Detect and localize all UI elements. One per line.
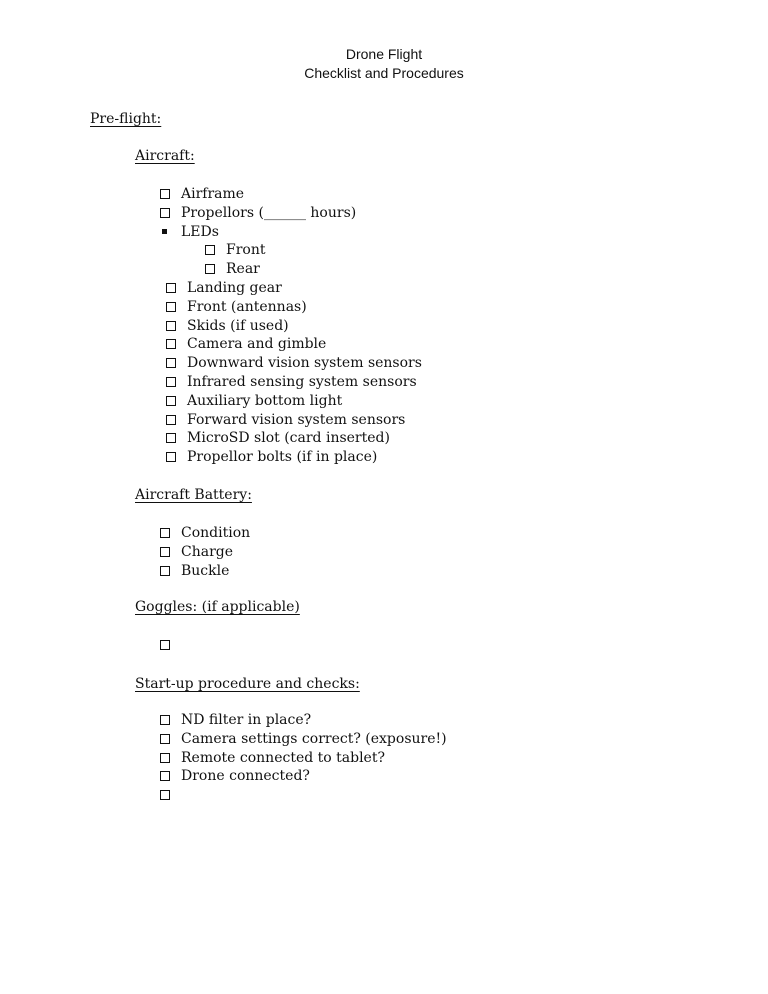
- item-marker: [160, 223, 167, 242]
- checklist-item-label: Camera settings correct? (exposure!): [181, 730, 447, 747]
- checklist-item: [160, 223, 560, 242]
- checkbox[interactable]: [160, 566, 170, 576]
- checklist-item: [160, 524, 560, 543]
- checklist-item: [160, 730, 560, 749]
- checkbox[interactable]: [166, 283, 176, 293]
- checklist-item-label: Camera and gimble: [187, 336, 327, 353]
- checklist-item: [160, 786, 560, 805]
- aircraft-heading: Aircraft:: [135, 148, 195, 164]
- item-marker[interactable]: [160, 749, 170, 768]
- item-marker[interactable]: [160, 204, 170, 223]
- startup-heading: Start-up procedure and checks:: [135, 676, 360, 692]
- checklist-item: [160, 241, 560, 260]
- goggles-checklist: [160, 636, 560, 655]
- checklist-item: [160, 279, 560, 298]
- checkbox[interactable]: [166, 302, 176, 312]
- item-marker[interactable]: [160, 636, 170, 655]
- checkbox[interactable]: [166, 377, 176, 387]
- checkbox[interactable]: [160, 715, 170, 725]
- checkbox[interactable]: [160, 753, 170, 763]
- checklist-item: [160, 298, 560, 317]
- item-marker[interactable]: [166, 429, 176, 448]
- checklist-item: [160, 317, 560, 336]
- checkbox[interactable]: [205, 245, 215, 255]
- item-marker[interactable]: [166, 411, 176, 430]
- checkbox[interactable]: [160, 734, 170, 744]
- checkbox[interactable]: [160, 208, 170, 218]
- checklist-item-label: Landing gear: [187, 279, 282, 296]
- checkbox[interactable]: [166, 339, 176, 349]
- title-line-1: Drone Flight: [345, 46, 423, 62]
- checklist-item-label: Condition: [181, 525, 251, 541]
- checklist-item: [160, 411, 560, 430]
- checklist-item: [160, 749, 560, 768]
- item-marker[interactable]: [160, 711, 170, 730]
- checkbox[interactable]: [166, 396, 176, 406]
- checkbox[interactable]: [160, 640, 170, 650]
- checkbox[interactable]: [160, 771, 170, 781]
- checklist-item-label: Forward vision system sensors: [187, 411, 406, 428]
- checklist-item: [160, 373, 560, 392]
- item-marker[interactable]: [205, 241, 215, 260]
- checklist-item-label: Rear: [226, 261, 260, 278]
- document-title: [0, 45, 768, 83]
- item-marker[interactable]: [160, 767, 170, 786]
- goggles-heading: Goggles: (if applicable): [135, 599, 300, 615]
- checklist-item-label: Infrared sensing system sensors: [187, 373, 417, 390]
- checklist-item-label: Buckle: [181, 562, 230, 579]
- checklist-item-label: Propellors (______ hours): [181, 204, 357, 221]
- item-marker[interactable]: [160, 185, 170, 204]
- item-marker[interactable]: [205, 260, 215, 279]
- checkbox[interactable]: [166, 415, 176, 425]
- item-marker[interactable]: [166, 335, 176, 354]
- item-marker[interactable]: [160, 543, 170, 562]
- checklist-item: [160, 204, 560, 223]
- checkbox[interactable]: [160, 547, 170, 557]
- checkbox[interactable]: [160, 189, 170, 199]
- checkbox[interactable]: [205, 264, 215, 274]
- checklist-item-label: Front (antennas): [187, 298, 307, 315]
- checkbox[interactable]: [166, 321, 176, 331]
- checklist-item-label: ND filter in place?: [181, 712, 312, 728]
- item-marker[interactable]: [166, 448, 176, 467]
- item-marker[interactable]: [160, 562, 170, 581]
- aircraft-checklist: [160, 185, 560, 467]
- checkbox[interactable]: [166, 433, 176, 443]
- checklist-item-label: Front: [226, 242, 266, 259]
- checklist-item-label: Skids (if used): [187, 317, 289, 334]
- checklist-item: [160, 354, 560, 373]
- item-marker[interactable]: [166, 317, 176, 336]
- checkbox[interactable]: [166, 452, 176, 462]
- checklist-item: [160, 711, 560, 730]
- item-marker[interactable]: [160, 524, 170, 543]
- checklist-item-label: Charge: [181, 543, 234, 560]
- item-marker[interactable]: [166, 373, 176, 392]
- checklist-item: [160, 260, 560, 279]
- checklist-item-label: Remote connected to tablet?: [181, 749, 385, 766]
- checklist-item-label: Drone connected?: [181, 768, 310, 785]
- title-line-2: Checklist and Procedures: [304, 65, 464, 81]
- checklist-item: [160, 562, 560, 581]
- checklist-item-label: Auxiliary bottom light: [187, 392, 343, 409]
- checklist-item-label: Airframe: [181, 186, 245, 202]
- item-marker[interactable]: [166, 298, 176, 317]
- checklist-item: [160, 636, 560, 655]
- checklist-item: [160, 767, 560, 786]
- checkbox[interactable]: [160, 790, 170, 800]
- item-marker[interactable]: [166, 392, 176, 411]
- item-marker[interactable]: [166, 279, 176, 298]
- checklist-item: [160, 185, 560, 204]
- checklist-item-label: MicroSD slot (card inserted): [187, 430, 390, 447]
- battery-heading: Aircraft Battery:: [135, 487, 252, 503]
- item-marker[interactable]: [166, 354, 176, 373]
- checkbox[interactable]: [166, 358, 176, 368]
- preflight-heading: Pre-flight:: [90, 111, 162, 127]
- checklist-item: [160, 392, 560, 411]
- battery-checklist: [160, 524, 560, 580]
- bullet-icon: [162, 229, 167, 234]
- startup-checklist: [160, 711, 560, 805]
- item-marker[interactable]: [160, 786, 170, 805]
- item-marker[interactable]: [160, 730, 170, 749]
- checklist-item: [160, 543, 560, 562]
- checklist-item-label: Downward vision system sensors: [187, 355, 422, 372]
- checklist-item-label: Propellor bolts (if in place): [187, 449, 378, 466]
- checklist-item: [160, 429, 560, 448]
- checkbox[interactable]: [160, 528, 170, 538]
- checklist-item: [160, 448, 560, 467]
- checklist-item-label: LEDs: [181, 223, 219, 240]
- checklist-item: [160, 335, 560, 354]
